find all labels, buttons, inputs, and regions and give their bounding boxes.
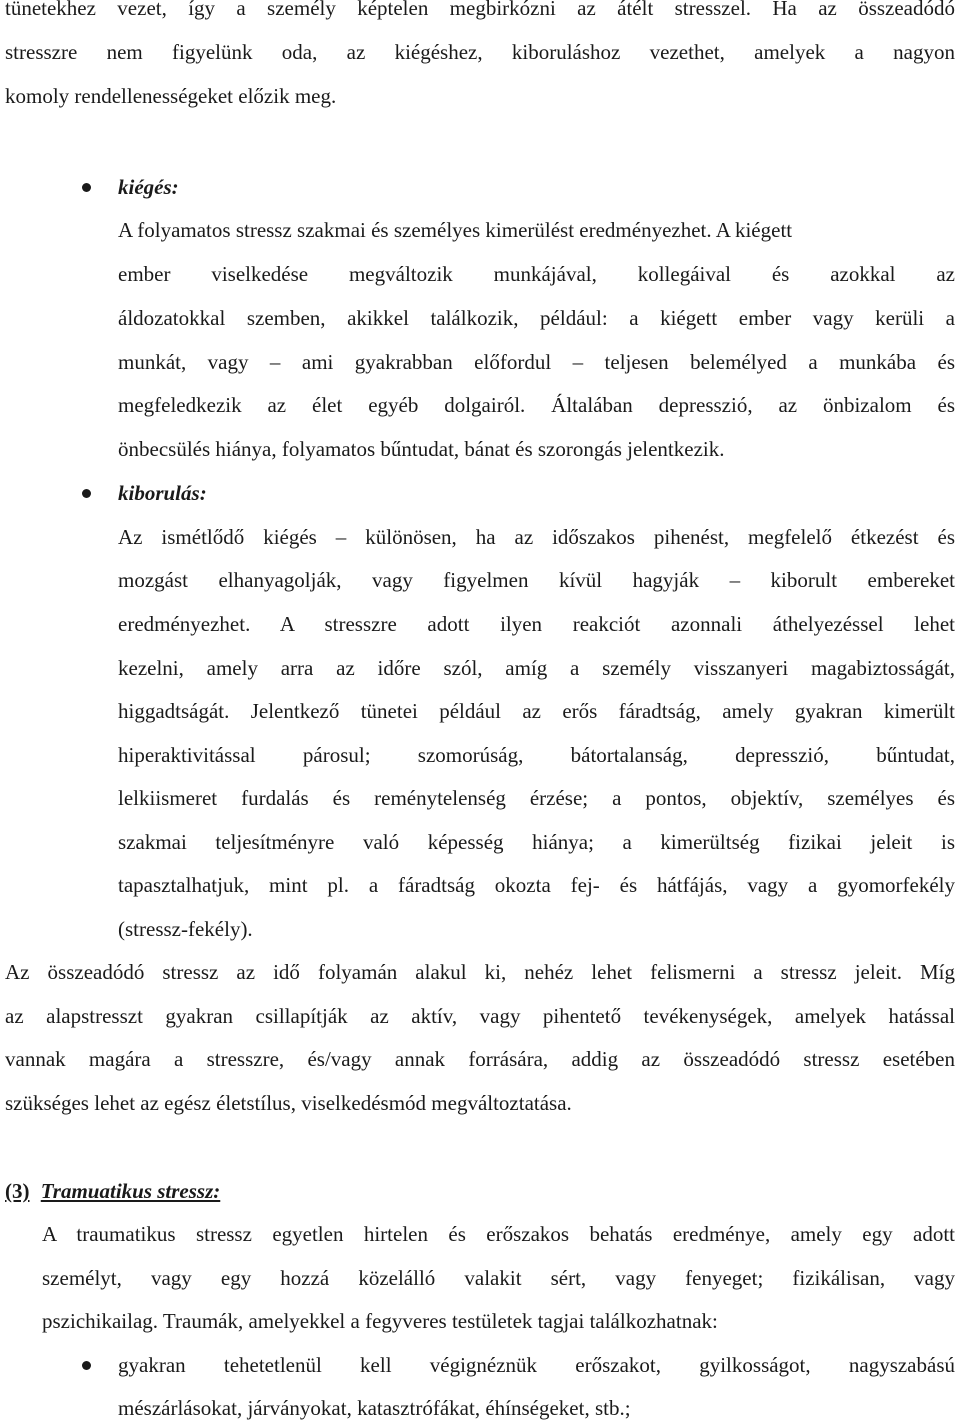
bullet-kiborulas-line-2: mozgást elhanyagolják, vagy figyelmen kívül hagyják – kiborult embereket [118,568,955,592]
bullet-title-kiborulas: kiborulás: [118,481,207,505]
bullet-kiborulas-line-8: szakmai teljesítményre való képesség hiánya; a kimerültség fizikai jeleit is [118,830,955,854]
bullet-title-kieges: kiégés: [118,175,179,199]
section-3-line-2: személyt, vagy egy hozzá közelálló valakit sért, vagy fenyeget; fizikálisan, vagy [42,1266,955,1290]
bullet-kiborulas-line-9: tapasztalhatjuk, mint pl. a fáradtság okozta fej- és hátfájás, vagy a gyomorfekély [118,873,955,897]
bullet-kiborulas-line-10: (stressz-fekély). [118,917,253,941]
section-3-bullet-line-2: mészárlásokat, járványokat, katasztrófákat, éhínségeket, stb.; [118,1396,631,1420]
summary-line-1: Az összeadódó stressz az idő folyamán alakul ki, nehéz lehet felismerni a stressz jeleit. Míg [5,960,955,984]
bullet-kieges-line-5: megfeledkezik az élet egyéb dolgairól. Általában depresszió, az önbizalom és [118,393,955,417]
section-3-title: Tramuatikus stressz: [40,1179,221,1203]
summary-line-2: az alapstresszt gyakran csillapítják az aktív, vagy pihentető tevékenységek, amelyek hatással [5,1004,955,1028]
bullet-kiborulas-line-7: lelkiismeret furdalás és reménytelenség érzése; a pontos, objektív, személyes és [118,786,955,810]
bullet-kiborulas-line-3: eredményezhet. A stresszre adott ilyen reakciót azonnali áthelyezéssel lehet [118,612,955,636]
section-3-line-3: pszichikailag. Traumák, amelyekkel a fegyveres testületek tagjai találkozhatnak: [42,1309,718,1333]
bullet-kieges-line-1: A folyamatos stressz szakmai és személyes kimerülést eredményezhet. A kiégett [118,218,793,242]
section-3-line-1: A traumatikus stressz egyetlen hirtelen és erőszakos behatás eredménye, amely egy adott [42,1222,955,1246]
summary-line-3: vannak magára a stresszre, és/vagy annak forrására, addig az összeadódó stressz esetében [5,1047,955,1071]
section-3-bullet-line-1: gyakran tehetetlenül kell végignéznük erőszakot, gyilkosságot, nagyszabású [118,1353,955,1377]
bullet-icon [82,489,91,498]
section-3-heading [5,1177,220,1205]
bullet-icon [82,183,91,192]
intro-line-3: komoly rendellenességeket előzik meg. [5,84,337,108]
bullet-kieges-line-2: ember viselkedése megváltozik munkájával, kollegáival és azokkal az [118,262,955,286]
intro-line-2: stresszre nem figyelünk oda, az kiégéshez, kiboruláshoz vezethet, amelyek a nagyon [5,40,955,64]
bullet-kieges-line-6: önbecsülés hiánya, folyamatos bűntudat, bánat és szorongás jelentkezik. [118,437,725,461]
bullet-icon [82,1361,91,1370]
intro-line-1: tünetekhez vezet, így a személy képtelen megbirkózni az átélt stresszel. Ha az összeadódó [5,0,955,20]
bullet-kiborulas-line-5: higgadtságát. Jelentkező tünetei például az erős fáradtság, amely gyakran kimerült [118,699,955,723]
bullet-kieges-line-4: munkát, vagy – ami gyakrabban előfordul – teljesen belemélyed a munkába és [118,350,955,374]
bullet-kiborulas-line-6: hiperaktivitással párosul; szomorúság, bátortalanság, depresszió, bűntudat, [118,743,955,767]
section-3-number: (3) [5,1179,30,1203]
bullet-kieges-line-3: áldozatokkal szemben, akikkel találkozik, például: a kiégett ember vagy kerüli a [118,306,955,330]
bullet-kiborulas-line-1: Az ismétlődő kiégés – különösen, ha az időszakos pihenést, megfelelő étkezést és [118,525,955,549]
summary-line-4: szükséges lehet az egész életstílus, viselkedésmód megváltoztatása. [5,1091,572,1115]
bullet-kiborulas-line-4: kezelni, amely arra az időre szól, amíg a személy visszanyeri magabiztosságát, [118,656,955,680]
